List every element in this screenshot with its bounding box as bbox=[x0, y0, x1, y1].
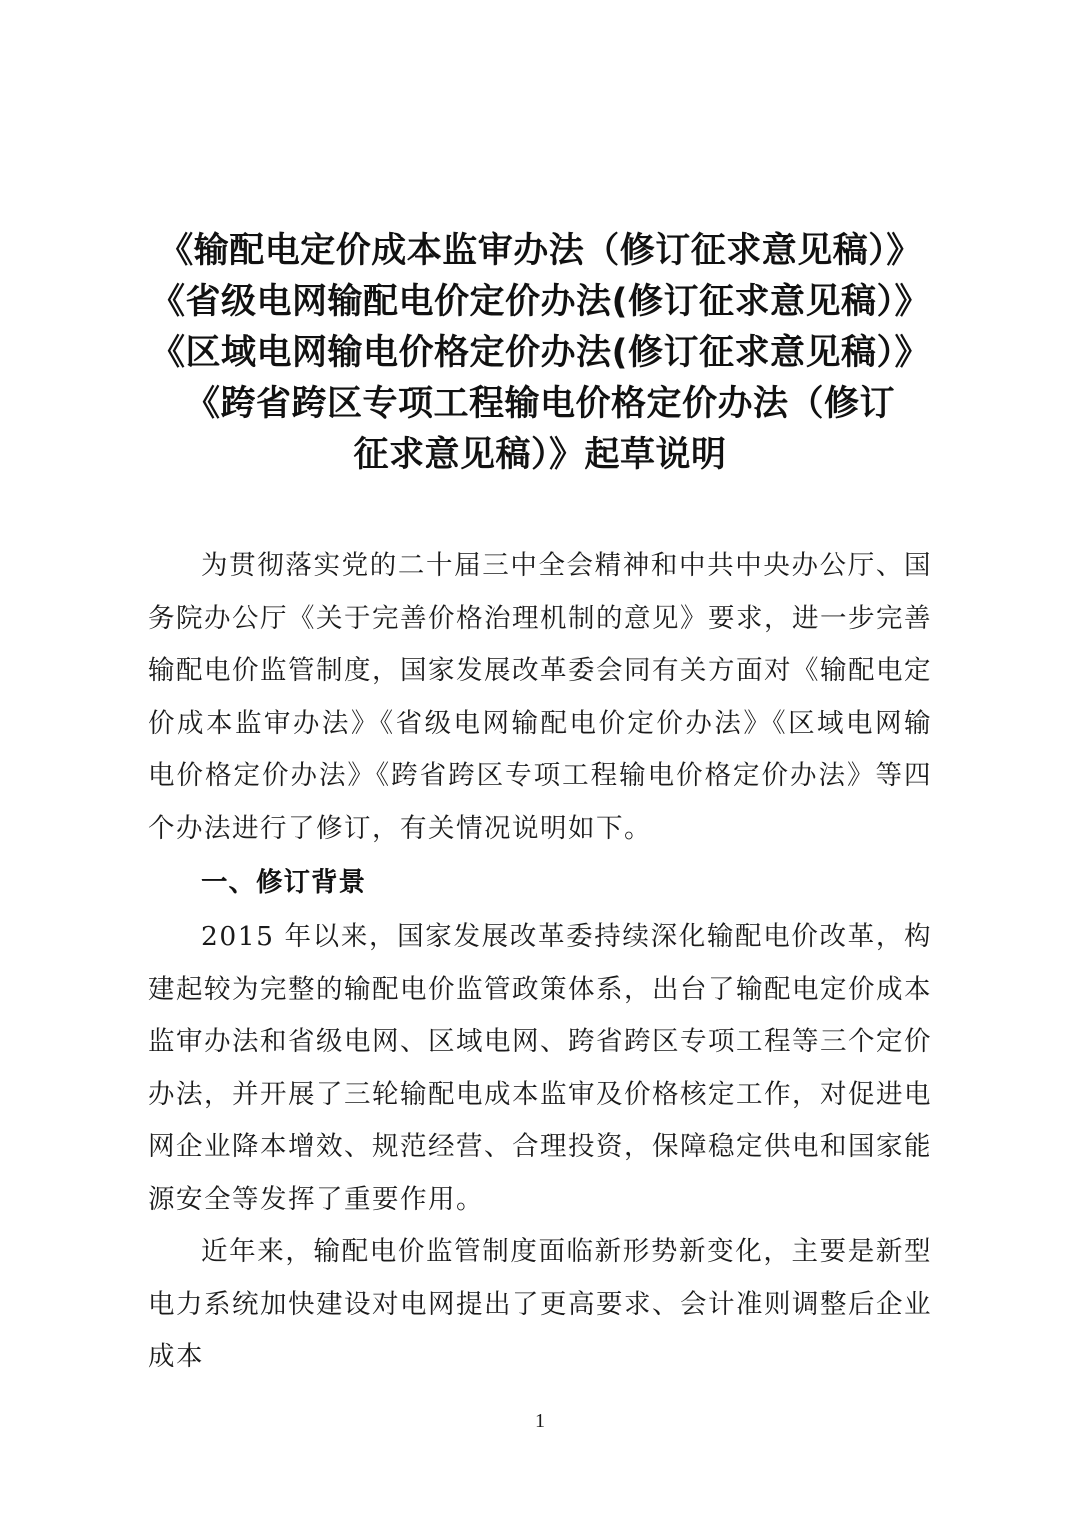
section-heading: 一、修订背景 bbox=[201, 867, 366, 898]
title-line: 《跨省跨区专项工程输电价格定价办法（修订 bbox=[184, 384, 895, 424]
intro-paragraph: 为贯彻落实党的二十届三中全会精神和中共中央办公厅、国务院办公厅《关于完善价格治理机制的意见》要求，进一步完善输配电价监管制度，国家发展改革委会同有关方面对《输配电定价成本监审办法》《省级电网输配电价定价办法》《区域电网输电价格定价办法》《跨省跨区专项工程输电价格定价办法》等四个办法进行了修订，有关情况说明如下。 bbox=[148, 550, 932, 844]
body-paragraph: 近年来，输配电价监管制度面临新形势新变化，主要是新型电力系统加快建设对电网提出了更高要求、会计准则调整后企业成本 bbox=[148, 1236, 932, 1372]
title-line: 《区域电网输电价格定价办法(修订征求意见稿）》 bbox=[150, 333, 930, 373]
page-number: 1 bbox=[535, 1410, 545, 1432]
title-line: 征求意见稿）》起草说明 bbox=[353, 435, 727, 475]
document-body bbox=[148, 540, 932, 1384]
body-paragraph: 2015 年以来，国家发展改革委持续深化输配电价改革，构建起较为完整的输配电价监管政策体系，出台了输配电定价成本监审办法和省级电网、区域电网、跨省跨区专项工程等三个定价办法，并开展了三轮输配电成本监审及价格核定工作，对促进电网企业降本增效、规范经营、合理投资，保障稳定供电和国家能源安全等发挥了重要作用。 bbox=[148, 921, 932, 1215]
title-line: 《输配电定价成本监审办法（修订征求意见稿）》 bbox=[158, 231, 922, 271]
title-line: 《省级电网输配电价定价办法(修订征求意见稿）》 bbox=[150, 282, 930, 322]
document-title bbox=[130, 226, 950, 481]
